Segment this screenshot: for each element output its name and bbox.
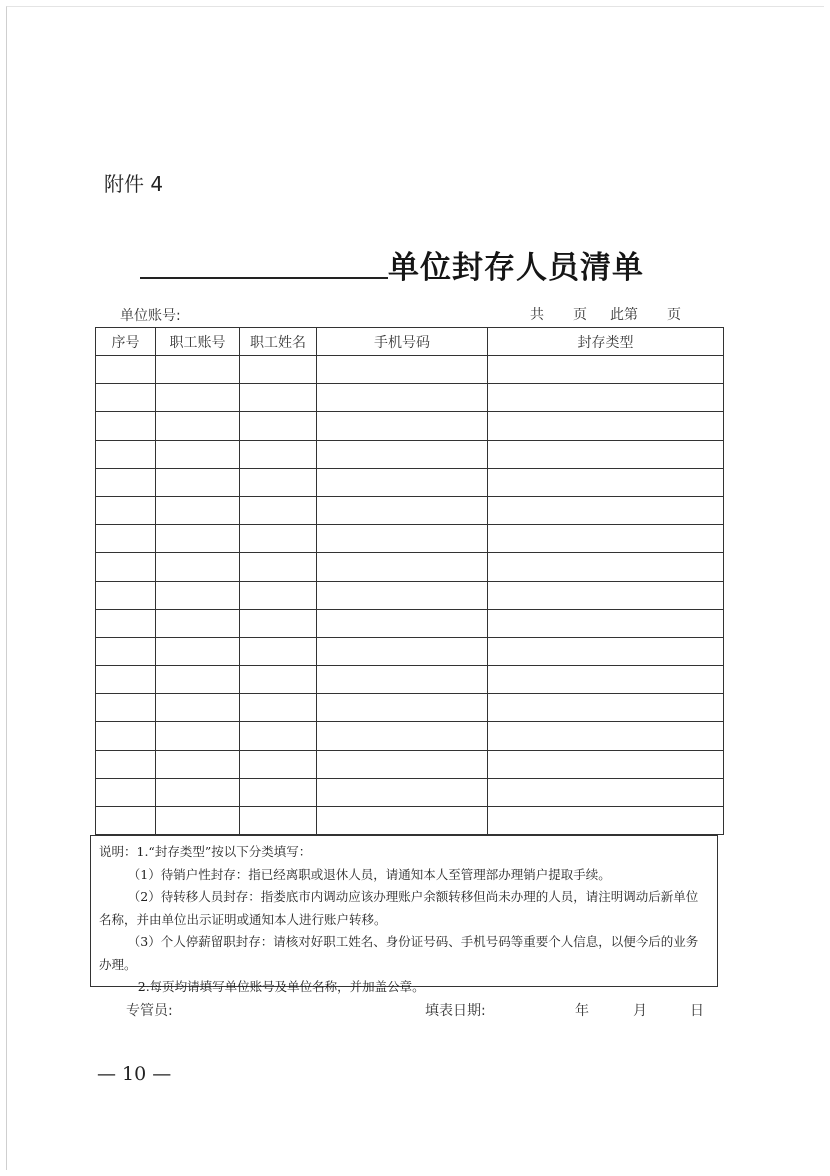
table-cell (488, 384, 724, 412)
table-cell (96, 722, 156, 750)
page-title: 单位封存人员清单 (388, 250, 644, 286)
table-cell (96, 694, 156, 722)
table-cell (156, 356, 240, 384)
table-cell (317, 750, 488, 778)
table-cell (96, 750, 156, 778)
notes-item-2: （2）待转移人员封存：指娄底市内调动应该办理账户余额转移但尚未办理的人员，请注明调动后新单位名称，并由单位出示证明或通知本人进行账户转移。 (99, 889, 699, 927)
table-row (96, 609, 724, 637)
table-cell (156, 694, 240, 722)
attachment-label: 附件 4 (104, 172, 164, 196)
table-cell (317, 778, 488, 806)
table-cell (240, 694, 317, 722)
table-cell (156, 581, 240, 609)
header-employee-name: 职工姓名 (240, 328, 317, 356)
table-cell (96, 356, 156, 384)
table-cell (240, 356, 317, 384)
table-cell (488, 581, 724, 609)
table-cell (488, 440, 724, 468)
table-cell (240, 609, 317, 637)
table-cell (96, 778, 156, 806)
notes-item-4: 2.每页均请填写单位账号及单位名称，并加盖公章。 (137, 979, 425, 994)
table-cell (488, 666, 724, 694)
table-cell (488, 609, 724, 637)
table-cell (156, 440, 240, 468)
fill-date-label: 填表日期: (425, 1003, 486, 1019)
table-cell (317, 694, 488, 722)
date-day-label: 日 (690, 1003, 704, 1019)
table-cell (156, 778, 240, 806)
table-row (96, 581, 724, 609)
table-row (96, 412, 724, 440)
page-total-label: 共 (530, 307, 544, 323)
table-cell (240, 807, 317, 835)
table-cell (156, 412, 240, 440)
table-body (96, 356, 724, 835)
table-header-row (96, 328, 724, 356)
table-cell (240, 750, 317, 778)
table-row (96, 807, 724, 835)
table-cell (488, 356, 724, 384)
table-cell (240, 440, 317, 468)
notes-box (90, 835, 718, 994)
page-number: — 10 — (97, 1063, 172, 1085)
table-row (96, 722, 724, 750)
table-row (96, 750, 724, 778)
table-cell (96, 581, 156, 609)
table-cell (240, 468, 317, 496)
table-row (96, 553, 724, 581)
table-cell (240, 637, 317, 665)
table-cell (317, 384, 488, 412)
table-cell (156, 666, 240, 694)
table-cell (156, 750, 240, 778)
table-cell (156, 609, 240, 637)
header-phone: 手机号码 (317, 328, 488, 356)
table-cell (488, 750, 724, 778)
table-cell (240, 778, 317, 806)
table-cell (317, 356, 488, 384)
page-total-unit: 页 (573, 307, 587, 323)
header-serial: 序号 (96, 328, 156, 356)
table-row (96, 496, 724, 524)
table-cell (96, 468, 156, 496)
table-cell (96, 412, 156, 440)
table-cell (156, 384, 240, 412)
table-cell (317, 581, 488, 609)
table-row (96, 384, 724, 412)
table-cell (240, 553, 317, 581)
table-cell (317, 412, 488, 440)
table-cell (156, 722, 240, 750)
table-cell (317, 525, 488, 553)
table-row (96, 637, 724, 665)
table-cell (488, 525, 724, 553)
table-cell (96, 496, 156, 524)
manager-label: 专管员: (126, 1003, 173, 1019)
date-year-label: 年 (575, 1003, 589, 1019)
table-cell (240, 722, 317, 750)
table-cell (488, 722, 724, 750)
table-cell (240, 581, 317, 609)
roster-table (95, 327, 724, 835)
table-row (96, 778, 724, 806)
table-cell (488, 468, 724, 496)
table-cell (317, 496, 488, 524)
table-cell (156, 468, 240, 496)
table-cell (240, 525, 317, 553)
table-row (96, 694, 724, 722)
table-cell (96, 440, 156, 468)
table-cell (240, 412, 317, 440)
table-cell (317, 637, 488, 665)
table-cell (488, 694, 724, 722)
table-cell (96, 553, 156, 581)
notes-heading: 说明：1.“封存类型”按以下分类填写： (99, 844, 312, 859)
table-cell (96, 384, 156, 412)
table-cell (317, 609, 488, 637)
table-cell (96, 525, 156, 553)
table-cell (156, 496, 240, 524)
page-current-label: 此第 (610, 307, 638, 323)
table-cell (96, 807, 156, 835)
table-cell (317, 553, 488, 581)
table-cell (317, 468, 488, 496)
table-cell (156, 807, 240, 835)
table-cell (488, 412, 724, 440)
table-cell (488, 553, 724, 581)
table-cell (156, 553, 240, 581)
table-cell (240, 496, 317, 524)
table-cell (488, 807, 724, 835)
table-cell (317, 666, 488, 694)
notes-item-3: （3）个人停薪留职封存：请核对好职工姓名、身份证号码、手机号码等重要个人信息，以便今后的业务办理。 (99, 934, 699, 972)
unit-name-blank-line (140, 277, 388, 279)
table-cell (156, 637, 240, 665)
table-cell (156, 525, 240, 553)
table-row (96, 666, 724, 694)
table-cell (317, 440, 488, 468)
unit-account-label: 单位账号: (120, 308, 181, 324)
table-cell (96, 637, 156, 665)
table-cell (488, 496, 724, 524)
notes-item-1: （1）待销户性封存：指已经离职或退休人员，请通知本人至管理部办理销户提取手续。 (127, 866, 611, 882)
table-row (96, 356, 724, 384)
table-cell (240, 666, 317, 694)
header-employee-account: 职工账号 (156, 328, 240, 356)
table-cell (317, 722, 488, 750)
table-row (96, 525, 724, 553)
table-cell (488, 778, 724, 806)
table-row (96, 468, 724, 496)
date-month-label: 月 (633, 1003, 647, 1019)
table-cell (96, 609, 156, 637)
table-cell (240, 384, 317, 412)
table-cell (317, 807, 488, 835)
page-current-unit: 页 (667, 307, 681, 323)
table-row (96, 440, 724, 468)
table-cell (96, 666, 156, 694)
table-cell (488, 637, 724, 665)
header-seal-type: 封存类型 (488, 328, 724, 356)
